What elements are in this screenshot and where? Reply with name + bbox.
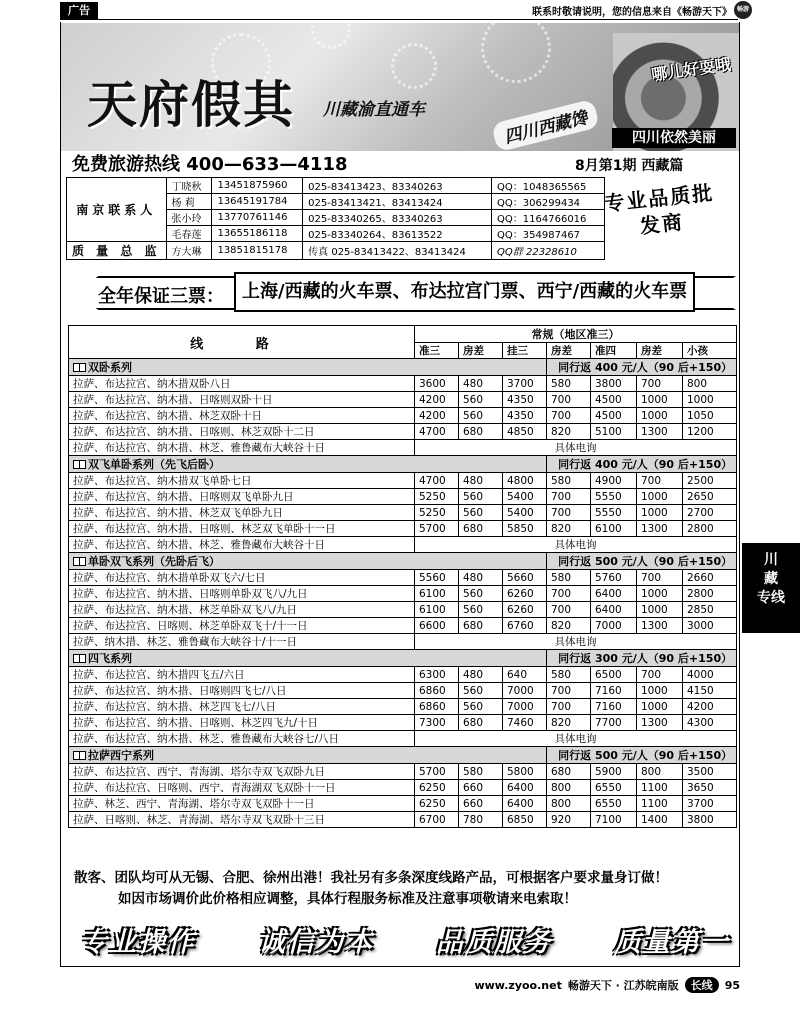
price-cell: 580 xyxy=(459,764,503,780)
price-cell: 560 xyxy=(459,392,503,408)
consult-cell: 具体电询 xyxy=(415,731,737,747)
table-row xyxy=(69,780,737,796)
price-cell: 5400 xyxy=(503,489,547,505)
quality-fax: 传真 025-83413422、83413424 xyxy=(303,242,492,260)
section-row xyxy=(69,747,737,764)
book-icon xyxy=(73,557,86,566)
price-cell: 4500 xyxy=(591,408,637,424)
price-cell: 4200 xyxy=(683,699,737,715)
table-row xyxy=(69,408,737,424)
route-header: 线 路 xyxy=(69,326,415,359)
route-cell: 拉萨、布达拉宫、纳木措、林芝、雅鲁藏布大峡谷十日 xyxy=(69,440,415,456)
price-cell: 480 xyxy=(459,473,503,489)
footer-publication: 畅游天下 · 江苏皖南版 xyxy=(567,979,679,992)
decor-circle xyxy=(311,23,351,49)
price-cell: 660 xyxy=(459,780,503,796)
table-row xyxy=(69,376,737,392)
price-cell: 7460 xyxy=(503,715,547,731)
price-cell: 1300 xyxy=(637,424,683,440)
price-cell: 6860 xyxy=(415,683,459,699)
price-cell: 4200 xyxy=(415,408,459,424)
price-cell: 700 xyxy=(547,699,591,715)
decor-circle xyxy=(481,23,551,83)
price-cell: 5560 xyxy=(415,570,459,586)
slogan: 诚信为本 xyxy=(258,927,374,958)
price-cell: 6100 xyxy=(415,586,459,602)
price-cell: 800 xyxy=(547,796,591,812)
price-cell: 820 xyxy=(547,618,591,634)
table-row xyxy=(69,392,737,408)
price-cell: 5700 xyxy=(415,764,459,780)
price-cell: 560 xyxy=(459,602,503,618)
price-cell: 4350 xyxy=(503,408,547,424)
price-cell: 680 xyxy=(459,618,503,634)
price-cell: 800 xyxy=(637,764,683,780)
issue-label: 8月第1期 西藏篇 xyxy=(575,158,684,174)
contact-qq: QQ：354987467 xyxy=(492,226,604,242)
contact-notice: 联系时敬请说明，您的信息来自《畅游天下》 xyxy=(532,7,732,18)
table-row xyxy=(69,796,737,812)
book-icon xyxy=(73,751,86,760)
section-title-cell xyxy=(69,553,547,570)
price-cell: 680 xyxy=(459,715,503,731)
contact-mobile: 13770761146 xyxy=(212,210,303,226)
price-cell: 6400 xyxy=(591,586,637,602)
table-row xyxy=(69,715,737,731)
table-row xyxy=(69,812,737,828)
side-section-tab xyxy=(742,543,800,633)
price-cell: 4300 xyxy=(683,715,737,731)
price-cell: 7000 xyxy=(591,618,637,634)
price-table xyxy=(68,325,737,828)
contact-qq: QQ：1164766016 xyxy=(492,210,604,226)
price-cell: 5900 xyxy=(591,764,637,780)
guarantee-items: 上海/西藏的火车票、布达拉宫门票、西宁/西藏的火车票 xyxy=(234,272,695,312)
price-cell: 6400 xyxy=(503,780,547,796)
table-row xyxy=(69,489,737,505)
price-cell: 6850 xyxy=(503,812,547,828)
column-header: 准四 xyxy=(591,343,637,359)
price-cell: 2500 xyxy=(683,473,737,489)
price-cell: 480 xyxy=(459,376,503,392)
price-cell: 820 xyxy=(547,715,591,731)
price-cell: 5700 xyxy=(415,521,459,537)
price-cell: 5850 xyxy=(503,521,547,537)
column-header: 房差 xyxy=(459,343,503,359)
price-cell: 2800 xyxy=(683,521,737,537)
section-rebate: 同行返 400 元/人（90 后+150） xyxy=(547,456,737,473)
route-cell: 拉萨、布达拉宫、纳木措、林芝双卧十日 xyxy=(69,408,415,424)
route-cell: 拉萨、布达拉宫、西宁、青海湖、塔尔寺双飞双卧九日 xyxy=(69,764,415,780)
price-cell: 560 xyxy=(459,505,503,521)
book-icon xyxy=(73,654,86,663)
price-cell: 700 xyxy=(637,667,683,683)
price-cell: 920 xyxy=(547,812,591,828)
section-row xyxy=(69,359,737,376)
price-cell: 1000 xyxy=(683,392,737,408)
footer-url[interactable]: www.zyoo.net xyxy=(474,978,562,992)
contact-mobile: 13451875960 xyxy=(212,178,303,194)
route-cell: 拉萨、布达拉宫、纳木措、日喀则双卧十日 xyxy=(69,392,415,408)
price-cell: 560 xyxy=(459,408,503,424)
qq-group: QQ群 22328610 xyxy=(492,242,604,260)
price-cell: 6550 xyxy=(591,780,637,796)
section-title: 双卧系列 xyxy=(88,361,132,374)
consult-cell: 具体电询 xyxy=(415,537,737,553)
contact-qq: QQ：306299434 xyxy=(492,194,604,210)
route-cell: 拉萨、林芝、西宁、青海湖、塔尔寺双飞双卧十一日 xyxy=(69,796,415,812)
price-cell: 4900 xyxy=(591,473,637,489)
table-row xyxy=(69,683,737,699)
price-cell: 560 xyxy=(459,683,503,699)
table-row xyxy=(69,473,737,489)
consult-cell: 具体电询 xyxy=(415,440,737,456)
route-cell: 拉萨、布达拉宫、纳木措、林芝双飞单卧九日 xyxy=(69,505,415,521)
route-cell: 拉萨、纳木措、林芝、雅鲁藏布大峡谷十/十一日 xyxy=(69,634,415,650)
price-cell: 4850 xyxy=(503,424,547,440)
section-title: 四飞系列 xyxy=(88,652,132,665)
price-cell: 1000 xyxy=(637,392,683,408)
table-header-row xyxy=(69,326,737,343)
price-cell: 700 xyxy=(637,473,683,489)
top-rule xyxy=(98,19,738,20)
price-cell: 3800 xyxy=(683,812,737,828)
route-cell: 拉萨、布达拉宫、日喀则、林芝单卧双飞十/十一日 xyxy=(69,618,415,634)
price-cell: 6600 xyxy=(415,618,459,634)
price-cell: 7100 xyxy=(591,812,637,828)
price-cell: 7000 xyxy=(503,683,547,699)
price-cell: 700 xyxy=(547,683,591,699)
price-cell: 4700 xyxy=(415,473,459,489)
price-cell: 700 xyxy=(637,570,683,586)
footer xyxy=(474,977,740,993)
section-title-cell xyxy=(69,747,547,764)
price-cell: 580 xyxy=(547,667,591,683)
price-cell: 4700 xyxy=(415,424,459,440)
photo-title: 哪儿好耍哦 xyxy=(650,54,733,85)
price-cell: 1300 xyxy=(637,618,683,634)
price-cell: 6260 xyxy=(503,602,547,618)
price-cell: 680 xyxy=(459,521,503,537)
slogan: 质量第一 xyxy=(614,927,730,958)
price-cell: 2660 xyxy=(683,570,737,586)
section-row xyxy=(69,650,737,667)
price-cell: 6400 xyxy=(503,796,547,812)
table-row xyxy=(69,505,737,521)
price-cell: 5550 xyxy=(591,489,637,505)
price-cell: 5660 xyxy=(503,570,547,586)
nanjing-contacts-label: 南京联系人 xyxy=(67,178,167,242)
price-cell: 680 xyxy=(547,764,591,780)
price-cell: 7000 xyxy=(503,699,547,715)
price-cell: 1050 xyxy=(683,408,737,424)
table-row xyxy=(69,570,737,586)
section-rebate: 同行返 500 元/人（90 后+150） xyxy=(547,553,737,570)
table-row xyxy=(69,764,737,780)
price-cell: 6860 xyxy=(415,699,459,715)
route-cell: 拉萨、布达拉宫、纳木措、日喀则四飞七/八日 xyxy=(69,683,415,699)
price-cell: 800 xyxy=(683,376,737,392)
price-cell: 2700 xyxy=(683,505,737,521)
price-cell: 3600 xyxy=(415,376,459,392)
column-header: 准三 xyxy=(415,343,459,359)
contact-name: 杨 莉 xyxy=(166,194,212,210)
route-cell: 拉萨、布达拉宫、纳木措、林芝单卧双飞八/九日 xyxy=(69,602,415,618)
publication-logo-icon: 畅游 xyxy=(734,1,752,19)
price-cell: 4500 xyxy=(591,392,637,408)
price-cell: 4150 xyxy=(683,683,737,699)
column-header: 挂三 xyxy=(503,343,547,359)
price-cell: 1400 xyxy=(637,812,683,828)
route-cell: 拉萨、布达拉宫、纳木措、日喀则、林芝双飞单卧十一日 xyxy=(69,521,415,537)
price-cell: 700 xyxy=(547,489,591,505)
price-cell: 820 xyxy=(547,424,591,440)
price-cell: 6760 xyxy=(503,618,547,634)
price-cell: 700 xyxy=(637,376,683,392)
price-cell: 700 xyxy=(547,602,591,618)
price-cell: 1300 xyxy=(637,521,683,537)
price-cell: 1000 xyxy=(637,408,683,424)
photo-caption: 四川依然美丽 xyxy=(612,128,736,148)
price-cell: 3700 xyxy=(503,376,547,392)
section-rebate: 同行返 400 元/人（90 后+150） xyxy=(547,359,737,376)
section-title: 单卧双飞系列（先卧后飞） xyxy=(88,555,220,568)
price-cell: 3650 xyxy=(683,780,737,796)
price-cell: 1300 xyxy=(637,715,683,731)
column-header: 房差 xyxy=(547,343,591,359)
note-price-adjust: 如因市场调价此价格相应调整，具体行程服务标准及注意事项敬请来电索取！ xyxy=(118,891,577,907)
price-cell: 800 xyxy=(547,780,591,796)
price-cell: 560 xyxy=(459,699,503,715)
price-cell: 480 xyxy=(459,667,503,683)
decor-circle xyxy=(391,43,437,89)
book-icon xyxy=(73,363,86,372)
price-cell: 5550 xyxy=(591,505,637,521)
route-cell: 拉萨、布达拉宫、纳木措、日喀则、林芝双卧十二日 xyxy=(69,424,415,440)
route-cell: 拉萨、布达拉宫、纳木措双卧八日 xyxy=(69,376,415,392)
price-cell: 5400 xyxy=(503,505,547,521)
section-rebate: 同行返 300 元/人（90 后+150） xyxy=(547,650,737,667)
price-cell: 4200 xyxy=(415,392,459,408)
table-row xyxy=(69,699,737,715)
price-cell: 3500 xyxy=(683,764,737,780)
table-row xyxy=(69,440,737,456)
side-tab-line: 专线 xyxy=(757,590,785,606)
price-cell: 1000 xyxy=(637,699,683,715)
contact-qq: QQ：1048365565 xyxy=(492,178,604,194)
slogan: 专业操作 xyxy=(80,927,196,958)
price-cell: 1000 xyxy=(637,505,683,521)
route-cell: 拉萨、日喀则、林芝、青海湖、塔尔寺双飞双卧十三日 xyxy=(69,812,415,828)
price-cell: 700 xyxy=(547,586,591,602)
price-cell: 820 xyxy=(547,521,591,537)
section-title: 双飞单卧系列（先飞后卧） xyxy=(88,458,220,471)
hotline: 免费旅游热线 400—633—4118 xyxy=(72,154,348,175)
price-cell: 700 xyxy=(547,408,591,424)
quality-director-label: 质 量 总 监 xyxy=(67,242,167,260)
top-bar xyxy=(0,0,800,22)
route-cell: 拉萨、布达拉宫、纳木措、日喀则、林芝四飞九/十日 xyxy=(69,715,415,731)
section-title-cell xyxy=(69,359,547,376)
price-cell: 5800 xyxy=(503,764,547,780)
route-cell: 拉萨、布达拉宫、纳木措、林芝四飞七/八日 xyxy=(69,699,415,715)
section-title-cell xyxy=(69,456,547,473)
price-cell: 780 xyxy=(459,812,503,828)
table-row xyxy=(69,667,737,683)
section-title: 拉萨西宁系列 xyxy=(88,749,154,762)
price-cell: 6500 xyxy=(591,667,637,683)
route-cell: 拉萨、布达拉宫、纳木措、林芝、雅鲁藏布大峡谷七/八日 xyxy=(69,731,415,747)
route-cell: 拉萨、布达拉宫、纳木措四飞五/六日 xyxy=(69,667,415,683)
banner-tagline: 四川西藏馋 xyxy=(491,99,600,151)
price-cell: 4000 xyxy=(683,667,737,683)
route-cell: 拉萨、布达拉宫、纳木措双飞单卧七日 xyxy=(69,473,415,489)
page-number: 95 xyxy=(724,978,740,992)
route-cell: 拉萨、布达拉宫、纳木措、日喀则单卧双飞八/九日 xyxy=(69,586,415,602)
section-row xyxy=(69,456,737,473)
column-header: 房差 xyxy=(637,343,683,359)
price-cell: 660 xyxy=(459,796,503,812)
price-cell: 7160 xyxy=(591,699,637,715)
route-cell: 拉萨、布达拉宫、纳木措单卧双飞六/七日 xyxy=(69,570,415,586)
price-cell: 1000 xyxy=(637,489,683,505)
group-header: 常规（地区准三） xyxy=(415,326,737,343)
price-cell: 700 xyxy=(547,392,591,408)
price-cell: 5250 xyxy=(415,505,459,521)
route-cell: 拉萨、布达拉宫、纳木措、林芝、雅鲁藏布大峡谷十日 xyxy=(69,537,415,553)
price-cell: 1000 xyxy=(637,602,683,618)
price-cell: 1100 xyxy=(637,796,683,812)
price-cell: 5100 xyxy=(591,424,637,440)
book-icon xyxy=(73,460,86,469)
table-row xyxy=(69,586,737,602)
contact-name: 丁晓秋 xyxy=(166,178,212,194)
contact-phone: 025-83340265、83340263 xyxy=(303,210,492,226)
slogans xyxy=(80,920,730,959)
table-row xyxy=(69,521,737,537)
brand-subtitle: 川藏渝直通车 xyxy=(323,100,425,120)
price-cell: 5760 xyxy=(591,570,637,586)
ad-tag: 广告 xyxy=(60,2,98,20)
price-cell: 3000 xyxy=(683,618,737,634)
wholesaler-stamp: 专业品质批发商 xyxy=(603,180,716,239)
price-cell: 580 xyxy=(547,473,591,489)
price-cell: 560 xyxy=(459,586,503,602)
note-departure: 散客、团队均可从无锡、合肥、徐州出港！我社另有多条深度线路产品，可根据客户要求量身订做！ xyxy=(74,870,668,886)
contact-name: 毛春莲 xyxy=(166,226,212,242)
price-body xyxy=(69,359,737,828)
section-rebate: 同行返 500 元/人（90 后+150） xyxy=(547,747,737,764)
price-cell: 580 xyxy=(547,376,591,392)
price-cell: 2800 xyxy=(683,586,737,602)
price-cell: 5250 xyxy=(415,489,459,505)
price-cell: 3700 xyxy=(683,796,737,812)
section-row xyxy=(69,553,737,570)
ticket-guarantee xyxy=(72,268,736,318)
contact-mobile: 13645191784 xyxy=(212,194,303,210)
slogan: 品质服务 xyxy=(436,927,552,958)
table-row xyxy=(69,731,737,747)
contact-name: 张小玲 xyxy=(166,210,212,226)
price-cell: 580 xyxy=(547,570,591,586)
route-cell: 拉萨、布达拉宫、日喀则、西宁、青海湖双飞双卧十一日 xyxy=(69,780,415,796)
footer-tag: 长线 xyxy=(685,977,719,993)
price-cell: 640 xyxy=(503,667,547,683)
contact-phone: 025-83413423、83340263 xyxy=(303,178,492,194)
price-cell: 4800 xyxy=(503,473,547,489)
price-cell: 7300 xyxy=(415,715,459,731)
price-cell: 6100 xyxy=(591,521,637,537)
price-cell: 6550 xyxy=(591,796,637,812)
price-cell: 480 xyxy=(459,570,503,586)
price-cell: 1000 xyxy=(637,586,683,602)
price-cell: 6100 xyxy=(415,602,459,618)
price-cell: 2650 xyxy=(683,489,737,505)
column-header: 小孩 xyxy=(683,343,737,359)
price-cell: 6250 xyxy=(415,780,459,796)
price-cell: 6300 xyxy=(415,667,459,683)
price-cell: 6700 xyxy=(415,812,459,828)
price-cell: 7700 xyxy=(591,715,637,731)
quality-mobile: 13851815178 xyxy=(212,242,303,260)
price-cell: 1100 xyxy=(637,780,683,796)
price-cell: 700 xyxy=(547,505,591,521)
price-cell: 6400 xyxy=(591,602,637,618)
quality-name: 方大琳 xyxy=(166,242,212,260)
price-cell: 1000 xyxy=(637,683,683,699)
price-cell: 4350 xyxy=(503,392,547,408)
price-cell: 560 xyxy=(459,489,503,505)
table-row xyxy=(69,602,737,618)
consult-cell: 具体电询 xyxy=(415,634,737,650)
brand-logo: 天府假其 xyxy=(87,75,295,134)
guarantee-label: 全年保证三票： xyxy=(98,286,224,307)
price-cell: 1200 xyxy=(683,424,737,440)
route-cell: 拉萨、布达拉宫、纳木措、日喀则双飞单卧九日 xyxy=(69,489,415,505)
table-row xyxy=(69,618,737,634)
table-row xyxy=(69,634,737,650)
price-cell: 2850 xyxy=(683,602,737,618)
side-tab-line: 藏 xyxy=(764,571,778,587)
price-cell: 7160 xyxy=(591,683,637,699)
table-row xyxy=(69,537,737,553)
contact-mobile: 13655186118 xyxy=(212,226,303,242)
side-tab-line: 川 xyxy=(764,552,778,568)
price-cell: 6250 xyxy=(415,796,459,812)
contact-phone: 025-83413421、83413424 xyxy=(303,194,492,210)
price-cell: 3800 xyxy=(591,376,637,392)
price-cell: 6260 xyxy=(503,586,547,602)
table-row xyxy=(69,424,737,440)
price-cell: 680 xyxy=(459,424,503,440)
contact-phone: 025-83340264、83613522 xyxy=(303,226,492,242)
section-title-cell xyxy=(69,650,547,667)
